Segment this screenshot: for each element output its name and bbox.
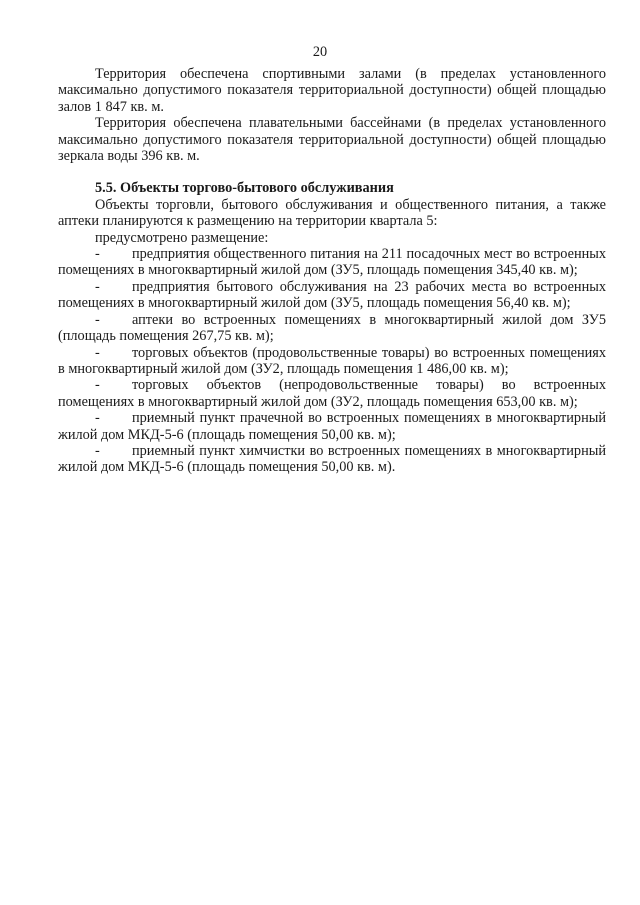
paragraph-swimming-pools: Территория обеспечена плавательными бассейнами (в пределах установленного максимально допустимого показателя территориальной доступности) общей площадью зеркала воды 396 кв. м. — [58, 115, 606, 165]
dash-marker: - — [95, 377, 100, 394]
list-item-text: торговых объектов (непродовольственные товары) во встроенных помещениях в многоквартирный жилой дом (ЗУ2, площадь помещения 653,00 кв. м); — [58, 377, 606, 410]
paragraph-sports-halls: Территория обеспечена спортивными залами (в пределах установленного максимально допустимого показателя территориальной доступности) общей площадью залов 1 847 кв. м. — [58, 66, 606, 115]
dash-marker: - — [95, 410, 100, 427]
dash-marker: - — [95, 344, 100, 361]
page-number: 20 — [312, 44, 328, 60]
list-item — [58, 279, 606, 312]
list-item-text: торговых объектов (продовольственные товары) во встроенных помещениях в многоквартирный жилой дом (ЗУ2, площадь помещения 1 486,00 кв. м); — [58, 344, 606, 377]
list-item — [58, 312, 606, 345]
section-paragraph: Объекты торговли, бытового обслуживания и общественного питания, а также аптеки планируются к размещению на территории квартала 5: — [58, 196, 606, 230]
dash-marker: - — [95, 278, 100, 295]
list-item-text: предприятия бытового обслуживания на 23 рабочих места во встроенных помещениях в многоквартирный жилой дом (ЗУ5, площадь помещения 56,40 кв. м); — [58, 278, 606, 312]
list-item-text: приемный пункт прачечной во встроенных помещениях в многоквартирный жилой дом МКД-5-6 (площадь помещения 50,00 кв. м); — [58, 410, 606, 443]
list-item — [58, 443, 606, 476]
section-heading: 5.5. Объекты торгово-бытового обслуживания — [95, 180, 394, 197]
list-item — [58, 410, 606, 443]
dash-marker: - — [95, 442, 100, 459]
list-item-text: приемный пункт химчистки во встроенных помещениях в многоквартирный жилой дом МКД-5-6 (площадь помещения 50,00 кв. м). — [58, 442, 606, 476]
list-item-text: предприятия общественного питания на 211 посадочных мест во встроенных помещениях в многоквартирный жилой дом (ЗУ5, площадь помещения 345,40 кв. м); — [58, 246, 606, 279]
list-item — [58, 377, 606, 410]
page-content — [58, 66, 606, 476]
list-item — [58, 345, 606, 378]
placement-subhead: предусмотрено размещение: — [95, 229, 269, 246]
dash-marker: - — [95, 246, 100, 263]
list-item — [58, 246, 606, 279]
placement-list — [58, 246, 606, 476]
list-item-text: аптеки во встроенных помещениях в многоквартирный жилой дом ЗУ5 (площадь помещения 267,75 кв. м); — [58, 311, 606, 345]
dash-marker: - — [95, 311, 100, 328]
